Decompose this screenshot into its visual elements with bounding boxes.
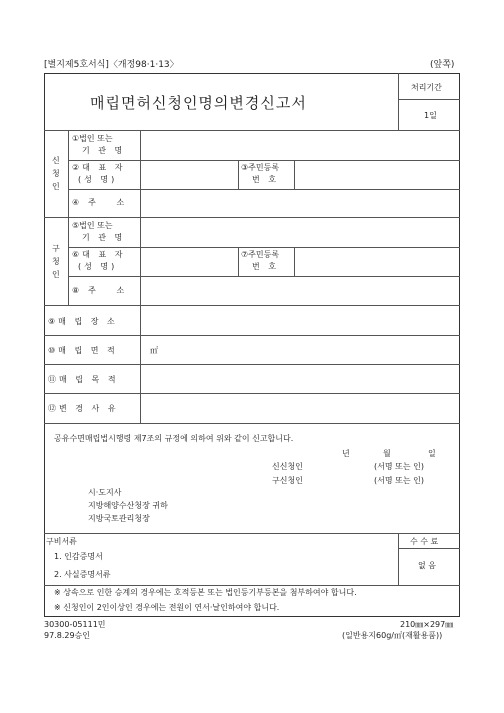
old-applicant-label: 구신청인 bbox=[272, 476, 303, 485]
approval-date: 97.8.29승인 bbox=[44, 631, 90, 640]
declaration-text: 공유수면매립법시행령 제7조의 규정에 의하여 위와 같이 신고합니다. bbox=[54, 434, 294, 443]
change-reason-label: ⑫변 경 사 유 bbox=[48, 404, 119, 413]
page-side-label: (앞쪽) bbox=[430, 60, 455, 70]
addressee-2: 지방해양수산청장 귀하 bbox=[88, 501, 168, 510]
required-doc-1: 1. 인감증명서 bbox=[54, 552, 103, 561]
date-year: 년 bbox=[342, 449, 350, 458]
new-applicant-label: 신신청인 bbox=[272, 462, 303, 471]
addressee-1: 시·도지사 bbox=[88, 488, 122, 497]
field-7-label: ⑦주민등록 bbox=[241, 250, 280, 259]
form-title: 매립면허신청인명의변경신고서 bbox=[90, 94, 307, 112]
field-1-label-2: 기 관 명 bbox=[82, 146, 126, 155]
applicant-group-label: 신청인 bbox=[52, 156, 60, 191]
field-8-label: ⑧주 소 bbox=[72, 286, 134, 295]
addressee-3: 지방국토관리청장 bbox=[88, 514, 150, 523]
form-number: [별지제5호서식]〈개정98·1·13〉 bbox=[44, 60, 179, 70]
field-6-label-2: (성 명) bbox=[78, 262, 118, 271]
field-6-label: ⑥대 표 자 bbox=[72, 250, 126, 259]
paper-type: (일반용지60g/㎡(재활용품)) bbox=[342, 631, 443, 640]
field-3-label: ③주민등록 bbox=[241, 163, 280, 172]
paper-size: 210㎜×297㎜ bbox=[400, 620, 454, 629]
old-applicant-group-label: 구청인 bbox=[52, 244, 60, 279]
field-3-label-2: 번 호 bbox=[252, 175, 279, 184]
field-4-label: ④주 소 bbox=[72, 198, 134, 207]
reclamation-area-label: ⑩매 립 면 적 bbox=[48, 346, 118, 355]
old-applicant-sign: (서명 또는 인) bbox=[374, 476, 424, 485]
field-2-label-2: (성 명) bbox=[78, 175, 118, 184]
date-day: 일 bbox=[428, 449, 436, 458]
required-docs-label: 구비서류 bbox=[46, 537, 77, 546]
processing-period-value: 1일 bbox=[424, 111, 437, 120]
field-7-label-2: 번 호 bbox=[252, 262, 279, 271]
field-1-label: ①법인 또는 bbox=[72, 134, 113, 143]
processing-period-label: 처리기간 bbox=[411, 83, 442, 92]
field-5-label-2: 기 관 명 bbox=[82, 233, 126, 242]
form-code: 30300-05111민 bbox=[44, 620, 106, 629]
field-5-label: ⑤법인 또는 bbox=[72, 221, 113, 230]
reclamation-purpose-label: ⑪매 립 목 적 bbox=[48, 375, 119, 384]
note-2: ※ 신청인이 2인이상인 경우에는 전원이 연서·날인하여야 합니다. bbox=[54, 603, 280, 612]
new-applicant-sign: (서명 또는 인) bbox=[374, 462, 424, 471]
fee-value: 없 음 bbox=[418, 561, 436, 570]
fee-label: 수 수 료 bbox=[410, 537, 439, 546]
date-month: 월 bbox=[383, 449, 391, 458]
field-2-label: ②대 표 자 bbox=[72, 163, 126, 172]
note-1: ※ 상속으로 인한 승계의 경우에는 호적등본 또는 법인등기부등본을 첨부하여야 합니다. bbox=[54, 588, 357, 597]
reclamation-location-label: ⑨매 립 장 소 bbox=[48, 317, 118, 326]
required-doc-2: 2. 사실증명서류 bbox=[54, 570, 111, 579]
area-unit: ㎡ bbox=[150, 346, 158, 355]
